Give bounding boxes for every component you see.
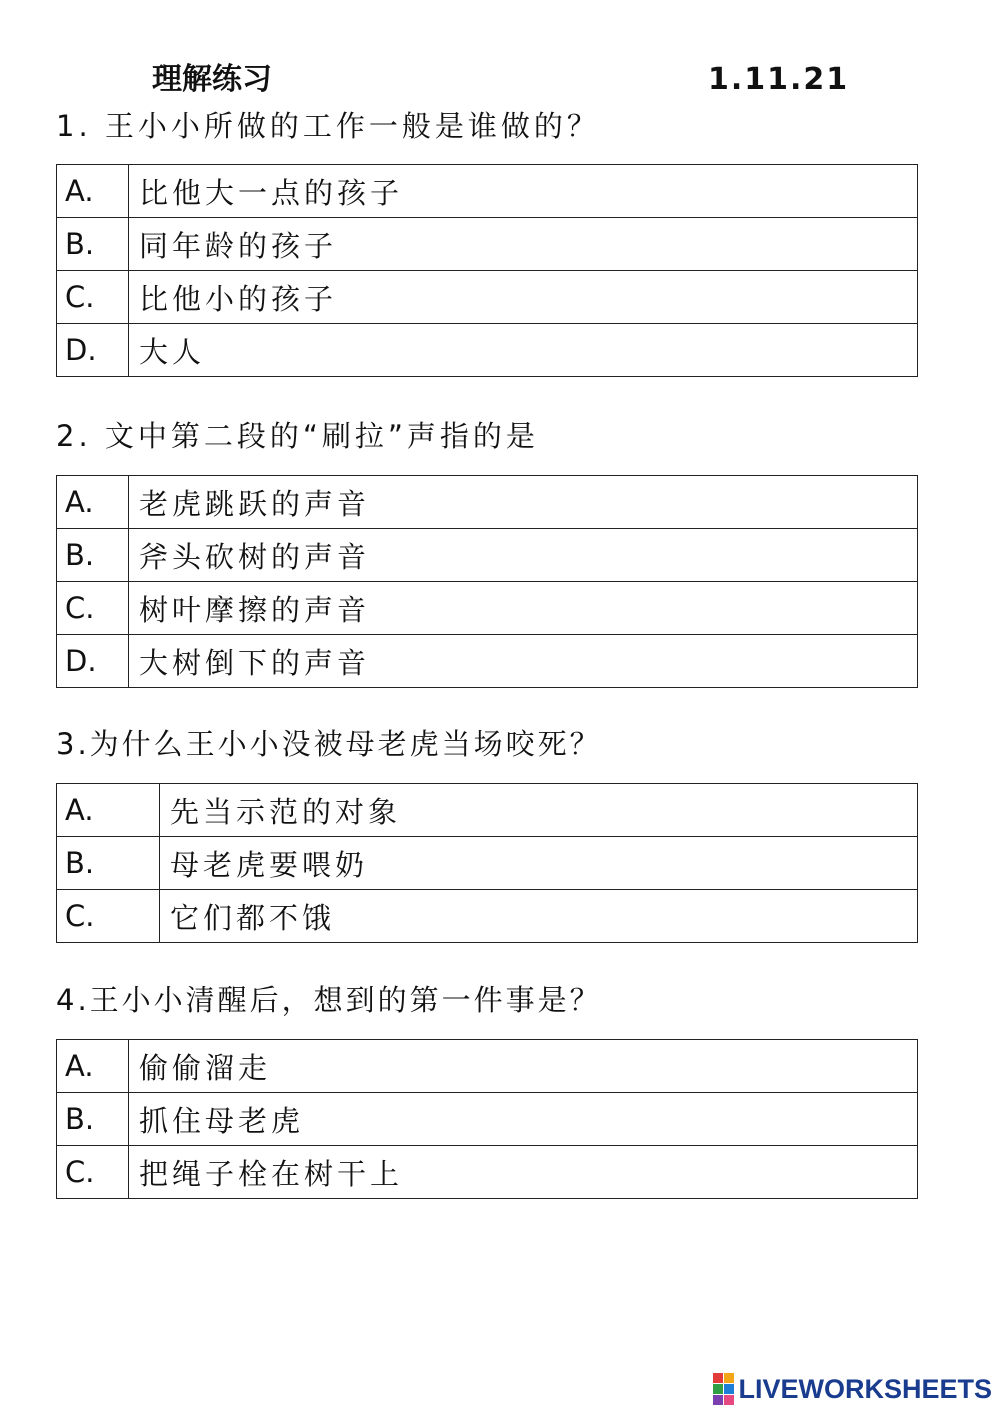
logo-text: LIVEWORKSHEETS [738,1373,992,1404]
logo-square [713,1395,723,1405]
option-row[interactable] [57,165,918,218]
option-letter: C. [57,582,129,635]
option-row[interactable] [57,1040,918,1093]
option-letter: B. [57,1093,129,1146]
option-letter: A. [57,165,129,218]
option-row[interactable] [57,218,918,271]
option-row[interactable] [57,476,918,529]
logo-square [713,1384,723,1394]
option-text: 大人 [129,324,918,377]
option-text: 同年龄的孩子 [129,218,918,271]
option-text: 偷偷溜走 [129,1040,918,1093]
option-letter: C. [57,890,160,943]
option-row[interactable] [57,635,918,688]
option-letter: B. [57,218,129,271]
option-letter: C. [57,1146,129,1199]
option-row[interactable] [57,529,918,582]
option-row[interactable] [57,1093,918,1146]
logo-square [724,1384,734,1394]
question-4-options [56,1039,918,1199]
logo-square [713,1373,723,1383]
logo-square [724,1395,734,1405]
question-1-options [56,164,918,377]
liveworksheets-logo[interactable] [713,1371,992,1407]
question-2-options [56,475,918,688]
logo-square [724,1373,734,1383]
option-letter: D. [57,324,129,377]
option-text: 它们都不饿 [160,890,918,943]
option-row[interactable] [57,784,918,837]
option-row[interactable] [57,271,918,324]
worksheet-title: 理解练习 [152,62,272,97]
option-text: 比他大一点的孩子 [129,165,918,218]
option-text: 老虎跳跃的声音 [129,476,918,529]
option-letter: A. [57,784,160,837]
option-text: 斧头砍树的声音 [129,529,918,582]
option-row[interactable] [57,837,918,890]
option-letter: A. [57,1040,129,1093]
option-text: 先当示范的对象 [160,784,918,837]
question-3-options [56,783,918,943]
option-text: 树叶摩擦的声音 [129,582,918,635]
question-2: 2. 文中第二段的“刷拉”声指的是 [56,419,539,453]
option-letter: A. [57,476,129,529]
question-3: 3.为什么王小小没被母老虎当场咬死？ [56,727,602,761]
option-text: 大树倒下的声音 [129,635,918,688]
worksheet-date: 1.11.21 [708,62,850,97]
option-letter: D. [57,635,129,688]
option-text: 母老虎要喂奶 [160,837,918,890]
option-text: 抓住母老虎 [129,1093,918,1146]
liveworksheets-logo-icon [713,1373,734,1405]
option-letter: B. [57,529,129,582]
option-row[interactable] [57,890,918,943]
question-4: 4.王小小清醒后，想到的第一件事是？ [56,983,602,1017]
option-text: 把绳子栓在树干上 [129,1146,918,1199]
option-letter: C. [57,271,129,324]
option-row[interactable] [57,1146,918,1199]
option-letter: B. [57,837,160,890]
option-row[interactable] [57,324,918,377]
question-1: 1. 王小小所做的工作一般是谁做的？ [56,109,600,143]
option-row[interactable] [57,582,918,635]
option-text: 比他小的孩子 [129,271,918,324]
